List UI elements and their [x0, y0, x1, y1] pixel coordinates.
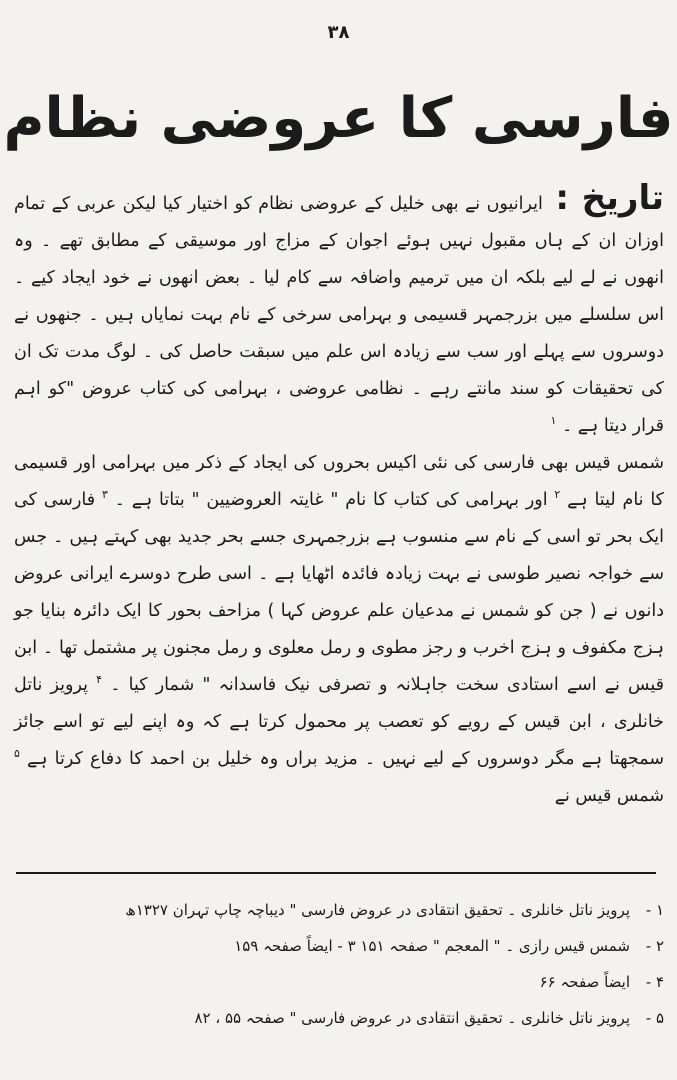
chapter-title: فارسی کا عروضی نظام [3, 86, 674, 151]
paragraph-text: فارسی کی ایک بحر تو اسی کے نام سے منسوب ہے بزرجمہری جسے بحر جدید بھی کہتے ہیں ۔ جس سے خواجہ نصیر طوسی نے بہت زیادہ فائدہ اٹھایا ہے ۔ اسی طرح دوسرے ایرانی عروض دانوں نے ( جن کو شمس نے مدعیان علم عروض کہا ) مزاحف بحور کا ایک دائرہ بنایا جو ہزج مکفوف و ہزج اخرب و رجز مطوی و رمل معلوی و رمل مجنون پر مشتمل تھا ۔ ابن قیس نے اسے استادی سخت جاہلانہ و تصرفی نیک فاسدانہ " شمار کیا ۔ [14, 490, 664, 695]
body-text [14, 180, 664, 815]
footnote-marker: ۴ [96, 673, 103, 687]
page-number: ۳۸ [327, 22, 350, 43]
paragraph-text: ایرانیوں نے بھی خلیل کے عروضی نظام کو اختیار کیا لیکن عربی کے تمام اوزان ان کے ہاں مقبول نہیں ہوئے اجوان کے مزاج اور موسیقی کے مطابق تھے ۔ وہ انھوں نے لے لیے بلکہ ان میں ترمیم واضافہ سے کام لیا ۔ بعض انھوں نے خود ایجاد کیے ۔ اس سلسلے میں بزرجمہر قسیمی و بہرامی سرخی کے نام بہت نمایاں ہیں ۔ جنھوں نے دوسروں سے پہلے اور سب سے زیادہ اس علم میں سبقت حاصل کی ۔ لوگ مدت تک ان کی تحقیقات کو سند مانتے رہے ۔ نظامی عروضی ، بہرامی کی کتاب عروض "کو اہم قرار دیتا ہے ۔ [14, 194, 664, 436]
section-heading: تاریخ : [555, 178, 665, 218]
footnote-item [14, 964, 664, 1000]
paragraph-text: اور بہرامی کی کتاب کا نام " غایتہ العروضیین " بتاتا ہے ۔ [114, 490, 548, 510]
paragraph-text: شمس قیس بھی فارسی کی نئی اکیس بحروں کی ایجاد کے ذکر میں بہرامی اور قسیمی کا نام لیتا ہے [14, 453, 664, 510]
footnote-number: ۱ - [645, 901, 664, 919]
footnote-marker: ۱ [550, 414, 557, 428]
footnote-item [14, 928, 664, 964]
paragraph-text: پرویز ناتل خانلری ، ابن قیس کے رویے کو تعصب پر محمول کرتا ہے کہ وہ اپنے لیے تو اسے جائز سمجھتا ہے مگر دوسروں کے لیے نہیں ۔ مزید براں وہ خلیل بن احمد کا دفاع کرتا ہے [14, 675, 664, 769]
footnote-text: شمس قیس رازی ۔ " المعجم " صفحہ ۱۵۱ ۳ - ایضاً صفحہ ۱۵۹ [234, 937, 630, 955]
footnote-marker: ۳ [101, 488, 108, 502]
footnotes-list [14, 892, 664, 1036]
footnote-item [14, 892, 664, 928]
footnote-text: ایضاً صفحہ ۶۶ [539, 973, 630, 991]
footnote-number: ۲ - [645, 937, 664, 955]
footnote-number: ۴ - [645, 973, 664, 991]
footnote-marker: ۵ [14, 747, 20, 761]
footnote-text: پرویز ناتل خانلری ۔ تحقیق انتقادی در عروض فارسی " دیباچہ چاپ تہران ۱۳۲۷ھ [125, 901, 630, 919]
footnote-text: پرویز ناتل خانلری ۔ تحقیق انتقادی در عروض فارسی " صفحہ ۵۵ ، ۸۲ [194, 1009, 630, 1027]
paragraph-history [14, 180, 664, 445]
footnote-marker: ۲ [554, 488, 561, 502]
footnote-divider [16, 872, 656, 874]
footnote-number: ۵ - [645, 1009, 664, 1027]
paragraph-text: شمس قیس نے [554, 786, 664, 806]
footnote-item [14, 1000, 664, 1036]
paragraph-shams-qais [14, 445, 664, 815]
